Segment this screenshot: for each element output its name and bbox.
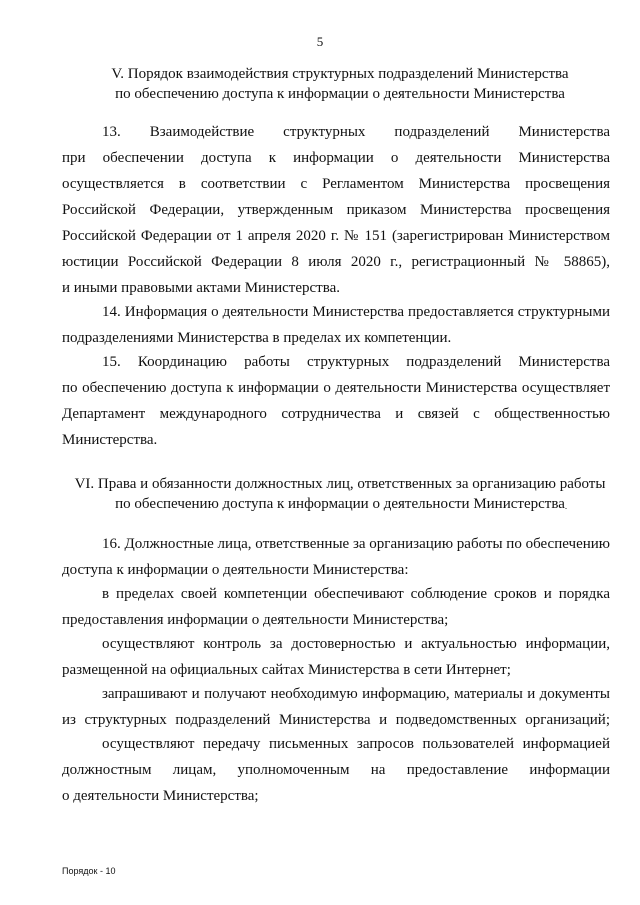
footer-doc-id: Порядок - 10 (62, 866, 116, 876)
list-item-4-line-1: осуществляют передачу письменных запросов пользователей информацией (102, 736, 610, 752)
paragraph-15-line-1: 15. Координацию работы структурных подразделений Министерства (102, 354, 610, 370)
section-6-title-line-1: VI. Права и обязанности должностных лиц, ответственных за организацию работы (74, 476, 606, 492)
paragraph-13-line-7: и иными правовыми актами Министерства. (62, 280, 340, 296)
list-item-1-line-2: предоставления информации о деятельности Министерства; (62, 612, 449, 628)
paragraph-13-line-3: осуществляется в соответствии с Регламентом Министерства просвещения (62, 176, 610, 192)
section-5-title-line-1: V. Порядок взаимодействия структурных подразделений Министерства (111, 66, 569, 82)
page-number: 5 (316, 34, 324, 49)
section-5-title-line-2: по обеспечению доступа к информации о деятельности Министерства (115, 86, 565, 102)
paragraph-14-line-2: подразделениями Министерства в пределах их компетенции. (62, 330, 452, 346)
paragraph-15-line-4: Министерства. (62, 432, 158, 448)
scan-speck (565, 508, 567, 509)
paragraph-14-line-1: 14. Информация о деятельности Министерства предоставляется структурными (102, 304, 610, 320)
list-item-3-line-1: запрашивают и получают необходимую информацию, материалы и документы (102, 686, 610, 702)
paragraph-13-line-4: Российской Федерации, утвержденным приказом Министерства просвещения (62, 202, 610, 218)
section-6-heading (60, 474, 620, 514)
paragraph-13-line-5: Российской Федерации от 1 апреля 2020 г. № 151 (зарегистрирован Министерством (62, 228, 610, 244)
paragraph-15-line-3: Департамент международного сотрудничества и связей с общественностью (62, 406, 610, 422)
list-item-4-line-2: должностным лицам, уполномоченным на предоставление информации (62, 762, 610, 778)
list-item-4-line-3: о деятельности Министерства; (62, 788, 259, 804)
paragraph-15-line-2: по обеспечению доступа к информации о деятельности Министерства осуществляет (62, 380, 610, 396)
paragraph-13-line-6: юстиции Российской Федерации 8 июля 2020 г., регистрационный № 58865), (62, 254, 610, 270)
paragraph-13-line-1: 13. Взаимодействие структурных подразделений Министерства (102, 124, 610, 140)
paragraph-16-line-1: 16. Должностные лица, ответственные за организацию работы по обеспечению (102, 536, 610, 552)
list-item-2-line-1: осуществляют контроль за достоверностью и актуальностью информации, (102, 636, 610, 652)
paragraph-16-line-2: доступа к информации о деятельности Министерства: (62, 562, 409, 578)
section-6-title-line-2: по обеспечению доступа к информации о деятельности Министерства (115, 496, 565, 512)
section-5-heading (60, 64, 620, 104)
paragraph-13-line-2: при обеспечении доступа к информации о деятельности Министерства (62, 150, 610, 166)
list-item-3-line-2: из структурных подразделений Министерства и подведомственных организаций; (62, 712, 610, 728)
list-item-2-line-2: размещенной на официальных сайтах Министерства в сети Интернет; (62, 662, 511, 678)
list-item-1-line-1: в пределах своей компетенции обеспечивают соблюдение сроков и порядка (102, 586, 610, 602)
